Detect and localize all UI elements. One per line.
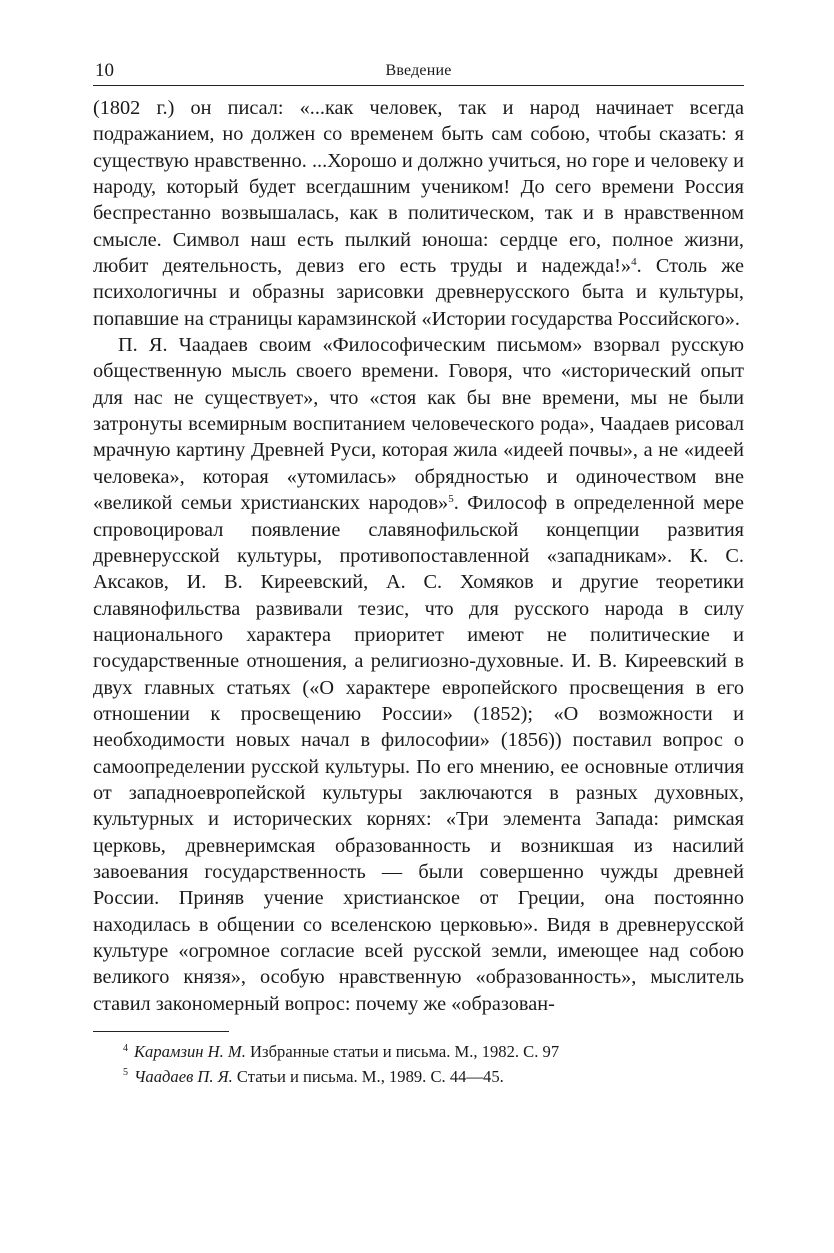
- running-title: Введение: [385, 62, 452, 79]
- running-head: [93, 58, 744, 86]
- footnote-5: [93, 1065, 744, 1090]
- page-number: 10: [95, 60, 114, 81]
- paragraph-1: [93, 95, 744, 332]
- paragraph-2-text-start: П. Я. Чаадаев своим «Философическим письмом» взорвал русскую общественную мысль своего времени. Говоря, что «исторический опыт для нас не существует», что «стоя как бы вне времени, мы не были затронуты всемирным воспитанием человеческого рода», Чаадаев рисовал мрачную картину Древней Руси, которая жила «идеей почвы», а не «идеей человека», которая «утомилась» обрядностью и одиночеством вне «великой семьи христианских народов»: [93, 334, 744, 515]
- paragraph-1-text-start: (1802 г.) он писал: «...как человек, так и народ начинает всегда подражанием, но должен со временем быть сам собою, чтобы сказать: я существую нравственно. ...Хорошо и должно учиться, но горе и человеку и народу, который будет всегдашним учеником! До сего времени Россия беспрестанно возвышалась, как в политическом, так и в нравственном смысле. Символ наш есть пылкий юноша: сердце его, полное жизни, любит деятельность, девиз его есть труды и надежда!»: [93, 97, 744, 278]
- paragraph-1-text-end: . Столь же психологичны и образны зарисовки древнерусского быта и культуры, попавшие на страницы карамзинской «Истории государства Российского».: [93, 255, 744, 330]
- footnotes: [93, 1040, 744, 1089]
- paragraph-2-text-end: . Философ в определенной мере спровоцировал появление славянофильской концепции развития древнерусской культуры, противопоставленной «западникам». К. С. Аксаков, И. В. Киреевский, А. С. Хомяков и другие теоретики славянофильства развивали тезис, что для русского народа в силу национального характера приоритет имеют не политические и государственные отношения, а религиозно-духовные. И. В. Киреевский в двух главных статьях («О характере европейского просвещения в его отношении к просвещению России» (1852); «О возможности и необходимости новых начал в философии» (1856)) поставил вопрос о самоопределении русской культуры. По его мнению, ее основные отличия от западноевропейской культуры заключаются в разных духовных, культурных и исторических корнях: «Три элемента Запада: римская церковь, древнеримская образованность и возникшая из насилий завоевания государственность — были совершенно чужды древней России. Приняв учение христианское от Греции, она постоянно находилась в общении со вселенскою церковью». Видя в древнерусской культуре «огромное согласие всей русской земли, имеющее над собою великого князя», особую нравственную «образованность», мыслитель ставил закономерный вопрос: почему же «образован-: [93, 492, 744, 1015]
- footnote-ref-5: 5: [448, 493, 454, 506]
- main-text: [93, 95, 744, 1017]
- footnote-separator: [93, 1031, 229, 1032]
- footnote-source: Статьи и письма. М., 1989. С. 44—45.: [232, 1066, 504, 1086]
- footnote-author: Чаадаев П. Я.: [134, 1066, 233, 1086]
- book-page: [93, 58, 744, 1089]
- footnote-4: [93, 1040, 744, 1065]
- footnote-author: Карамзин Н. М.: [134, 1042, 246, 1062]
- footnote-number: 4: [123, 1042, 128, 1054]
- paragraph-2: [93, 332, 744, 1017]
- footnote-number: 5: [123, 1067, 128, 1079]
- footnote-ref-4: 4: [631, 256, 637, 269]
- footnote-source: Избранные статьи и письма. М., 1982. С. 97: [245, 1042, 560, 1062]
